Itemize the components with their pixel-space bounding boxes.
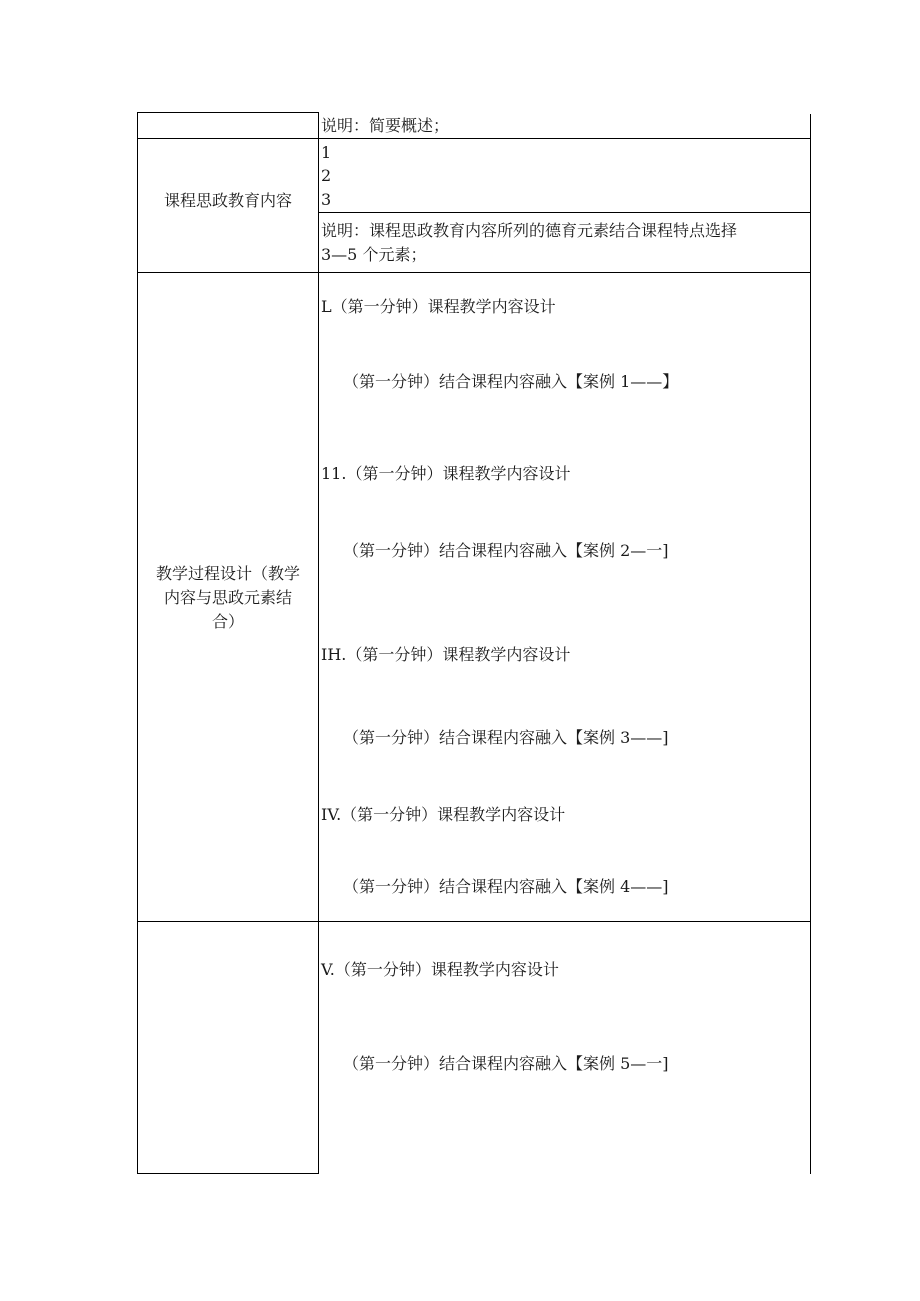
row2-note-line1: 说明：课程思政教育内容所列的德育元素结合课程特点选择 [321,221,738,240]
row3-label-line3: 合） [211,612,244,631]
bottom-border-left-cell [137,1173,319,1174]
step-3-case: （第一分钟）结合课程内容融入【案例 3——] [343,728,669,747]
step-4-design: IV.（第一分钟）课程教学内容设计 [321,805,566,824]
step-1-design: L（第一分钟）课程教学内容设计 [321,297,556,316]
row1-note: 说明：简要概述； [321,116,450,135]
step-5-design: V.（第一分钟）课程教学内容设计 [321,960,559,979]
row3-label-line1: 教学过程设计（教学 [155,564,300,583]
row3-label-line2: 内容与思政元素结 [163,588,292,607]
row2-inner-divider [318,212,811,213]
step-4-case: （第一分钟）结合课程内容融入【案例 4——] [343,877,669,896]
step-2-design: 11.（第一分钟）课程教学内容设计 [321,464,571,483]
row-divider-3 [137,921,811,922]
step-3-design: IH.（第一分钟）课程教学内容设计 [321,645,571,664]
row2-item-2: 2 [321,166,332,185]
step-1-case: （第一分钟）结合课程内容融入【案例 1——】 [343,372,679,391]
row2-note-line2: 3—5 个元素； [321,245,427,264]
row2-item-1: 1 [321,143,332,162]
step-2-case: （第一分钟）结合课程内容融入【案例 2—一] [343,541,669,560]
top-border-left-cell [137,112,319,113]
row-divider-1 [137,138,811,139]
row2-label: 课程思政教育内容 [163,191,292,210]
right-border [810,114,811,1174]
step-5-case: （第一分钟）结合课程内容融入【案例 5—一] [343,1054,669,1073]
row2-item-3: 3 [321,190,332,209]
row-divider-2 [137,272,811,273]
